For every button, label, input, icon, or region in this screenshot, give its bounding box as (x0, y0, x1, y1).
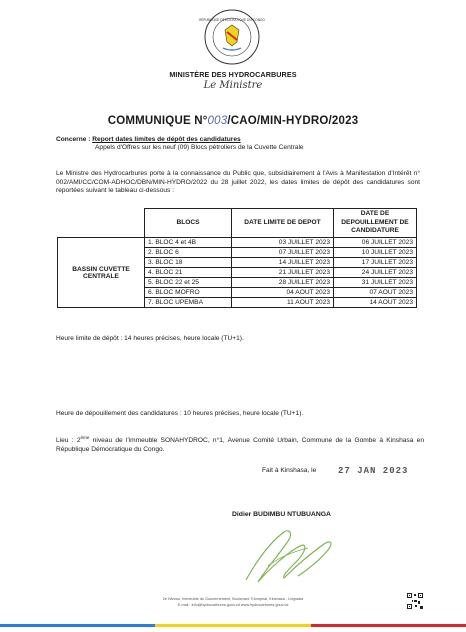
heure-depouillement-note: Heure de dépouillement des candidatures : 10 heures précises, heure locale (TU+1). (56, 410, 304, 417)
seal-text: RÉPUBLIQUE DÉMOCRATIQUE DU CONGO (199, 18, 265, 22)
bloc-cell: 7. BLOC UPEMBA (145, 298, 232, 308)
date-cell: 03 JUILLET 2023 (232, 238, 334, 248)
bloc-cell: 3. BLOC 18 (145, 258, 232, 268)
title-prefix: COMMUNIQUE N° (107, 115, 208, 127)
qr-code-icon (406, 592, 424, 610)
fait-a-kinshasa: Fait à Kinshasa, le (262, 467, 317, 474)
depo-cell: 07 AOUT 2023 (334, 288, 417, 298)
footer-address: 2e Niveau, Immeuble du Gouvernement, Boulevard Triomphal, Kinshasa - Lingwala (162, 597, 304, 601)
bloc-cell: 1. BLOC 4 et 4B (145, 238, 232, 248)
header-depouillement: DATE DE DEPOUILLEMENT DE CANDIDATURE (334, 209, 417, 238)
bloc-cell: 6. BLOC MOFRO (145, 288, 232, 298)
depo-cell: 06 JUILLET 2023 (334, 238, 417, 248)
title-suffix: /CAO/MIN-HYDRO/2023 (227, 115, 359, 127)
date-cell: 04 AOUT 2023 (232, 288, 334, 298)
date-cell: 21 JUILLET 2023 (232, 268, 334, 278)
communique-title (0, 115, 466, 127)
header-date-limite: DATE LIMITE DE DEPOT (232, 209, 334, 238)
signer-name: Didier BUDIMBU NTUBUANGA (232, 511, 331, 518)
date-cell: 11 AOUT 2023 (232, 298, 334, 308)
depo-cell: 31 JUILLET 2023 (334, 278, 417, 288)
table-row (58, 238, 417, 248)
header-blocs: BLOCS (145, 209, 232, 238)
handwritten-signature-icon (238, 522, 348, 586)
bloc-cell: 4. BLOC 21 (145, 268, 232, 278)
lieu-text: niveau de l'immeuble SONAHYDROC, n°1, Avenue Comité Urbain, Commune de la Gombe à Kinshasa en République Démocratique du Congo. (56, 437, 424, 454)
blocs-table (57, 208, 417, 308)
concerne-label: Concerne : (56, 136, 91, 143)
date-cell: 14 JUILLET 2023 (232, 258, 334, 268)
lieu-paragraph (56, 433, 424, 454)
coat-of-arms-seal-icon (199, 8, 265, 66)
flag-blue-segment (0, 624, 155, 627)
minister-script-title: Le Ministre (203, 80, 263, 91)
concerne-subject: Report dates limites de dépôt des candidatures (92, 136, 241, 143)
ministry-name: MINISTÈRE DES HYDROCARBURES (169, 70, 297, 79)
footer-contact: E-mail : info@hydrocarbures.gouv.cd www.hydrocarbures.gouv.cd (177, 603, 289, 607)
lieu-prefix: Lieu : 2 (56, 437, 81, 445)
depo-cell: 17 JUILLET 2023 (334, 258, 417, 268)
heure-depot-note: Heure limite de dépôt : 14 heures précises, heure locale (TU+1). (56, 335, 244, 342)
date-cell: 28 JUILLET 2023 (232, 278, 334, 288)
basin-cell: BASSIN CUVETTE CENTRALE (58, 238, 145, 308)
bloc-cell: 2. BLOC 6 (145, 248, 232, 258)
intro-paragraph: Le Ministre des Hydrocarbures porte à la connaissance du Public que, subsidiairement à l'Avis à Manifestation d'Intérêt n° 002/AMI/CC/COM-ADHOC/DBN/MIN-HYDRO/2022 du 28 juillet 2022, les dates limites de dépôt des candidatures sont reportées suivant le tableau ci-dessous : (56, 170, 420, 195)
depo-cell: 14 AOUT 2023 (334, 298, 417, 308)
table-header-row (58, 209, 417, 238)
depo-cell: 24 JUILLET 2023 (334, 268, 417, 278)
flag-color-bar (0, 624, 466, 627)
concerne-line2: Appels d'Offres sur les neuf (09) Blocs pétroliers de la Cuvette Centrale (95, 144, 304, 151)
concerne-line (56, 136, 241, 143)
date-cell: 07 JUILLET 2023 (232, 248, 334, 258)
date-stamp: 27 JAN 2023 (338, 466, 409, 476)
flag-yellow-segment (155, 624, 310, 627)
flag-red-segment (311, 624, 466, 627)
depo-cell: 10 JUILLET 2023 (334, 248, 417, 258)
bloc-cell: 5. BLOC 22 et 25 (145, 278, 232, 288)
lieu-sup: ème (80, 435, 90, 440)
title-handwritten-number: 003 (207, 115, 228, 127)
